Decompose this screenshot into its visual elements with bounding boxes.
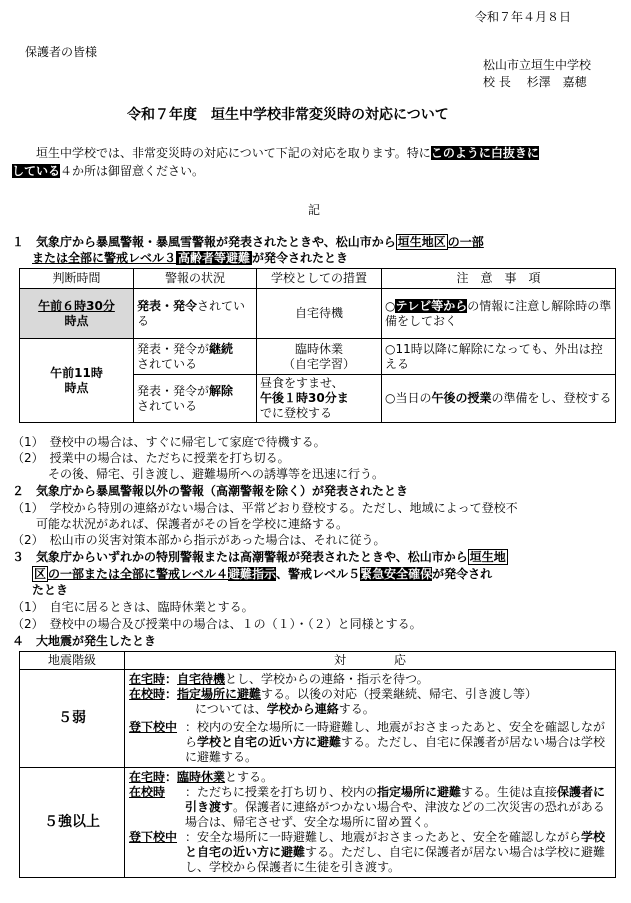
level-5-upper: ５強以上 (20, 768, 125, 878)
section3-heading-3: たとき (32, 583, 69, 597)
s1-h2-highlight: 高齢者等避難 (178, 251, 251, 265)
status-text-1: されている (137, 298, 246, 328)
s3-h1-text: ３ 気象庁からいずれかの特別警報または高潮警報が発表されたときや、松山市から (12, 550, 468, 564)
action-homestudy: （自宅学習） (282, 356, 355, 371)
s1-note-2: （2） 授業中の場合は、ただちに授業を打ち切る。 (12, 451, 290, 465)
s2-note-1: （1） 学校から特別の連絡がない場合は、平常どおり登校する。ただし、地域によって登校不 (12, 501, 518, 515)
commute-text-c: する。ただし、自宅に保護者が居ない場合は学校に避難し、学校から保護者に生徒を引き渡す。 (185, 845, 606, 874)
label-school: 在校時 (129, 687, 166, 701)
note-highlight: テレビ等から (395, 298, 468, 313)
time-6am: 午前６時30分 (38, 298, 115, 313)
level-5-lower: ５弱 (20, 670, 125, 768)
action-cell-3 (257, 375, 382, 423)
table-row (20, 768, 616, 878)
header-action: 学校としての措置 (257, 269, 382, 289)
label-commute: 登下校中 (129, 720, 178, 734)
status-text-2c: されている (137, 356, 198, 371)
school-text-f: する。 (338, 702, 375, 716)
intro-text: 垣生中学校では、非常変災時の対応について下記の対応を取ります。特に (36, 146, 431, 160)
table-row (20, 670, 616, 768)
action-cell-2 (257, 339, 382, 375)
section1-heading-1 (12, 235, 484, 250)
s3-highlight-evac: 避難指示 (228, 567, 277, 581)
label-home: 在宅時 (129, 770, 166, 784)
response-row (129, 720, 611, 765)
action-lunch: 昼食をすませ、 (260, 376, 344, 390)
status-lifted: 解除 (209, 383, 234, 398)
note-cell-2 (382, 339, 616, 375)
school-text-block (185, 785, 611, 830)
commute-action: 学校と自宅の近い方に避難 (185, 830, 606, 859)
label-home: 在宅時 (129, 672, 166, 686)
status-continue: 継続 (209, 341, 234, 356)
intro-highlight: このように白抜きに (430, 146, 539, 160)
principal-name: 校 長 杉澤 嘉穂 (483, 75, 587, 89)
time-label-1: 時点 (64, 313, 89, 328)
intro-text-2: ４か所は御留意ください。 (60, 164, 205, 178)
note-afternoon: 午後の授業 (431, 391, 492, 405)
intro-line-2 (12, 164, 204, 179)
s3-note-2: （2） 登校中の場合及び授業中の場合は、１の（１）・（２）と同様とする。 (12, 617, 422, 631)
action-closure: 臨時休業 (294, 341, 343, 356)
circle-mark: ○ (385, 298, 396, 313)
status-issued: 発表・発令 (137, 298, 198, 313)
action-cell-1: 自宅待機 (257, 289, 382, 339)
s1-h1-tail: の一部 (447, 235, 484, 249)
time-11am: 午前11時 (50, 365, 103, 380)
school-name: 松山市立垣生中学校 (483, 58, 592, 72)
home-text: とする。 (225, 770, 274, 784)
header-notes: 注 意 事 項 (382, 269, 616, 289)
page-title: 令和７年度 垣生中学校非常変災時の対応について (127, 107, 449, 123)
s3-highlight-emergency: 緊急安全確保 (360, 567, 433, 581)
response-row (129, 830, 611, 875)
warning-table (19, 268, 616, 423)
status-cell-1 (134, 289, 257, 339)
home-text: とし、学校からの連絡・指示を待つ。 (225, 672, 429, 686)
time-cell-1 (20, 289, 134, 339)
s1-note-3: その後、帰宅、引き渡し、避難場所への誘導等を迅速に行う。 (12, 467, 385, 481)
commute-text-a: ：校内の安全な場所に一時避難し、地震がおさまったあと、安全を確認しながら (185, 720, 606, 749)
action-time: 午後１時30分ま (260, 391, 349, 405)
s2-note-3: （2） 松山市の災害対策本部から指示があった場合は、それに従う。 (12, 533, 386, 547)
s1-h1-text: １ 気象庁から暴風警報・暴風雪警報が発表されたときや、松山市から (12, 235, 396, 249)
circle-mark: ○ (385, 341, 396, 356)
response-cell-1 (125, 670, 616, 768)
date: 令和７年４月８日 (475, 10, 572, 24)
label-school: 在校時 (129, 785, 166, 799)
s3-h2-box: 区 (34, 567, 47, 581)
response-cell-2 (125, 768, 616, 878)
note-text-3a: 当日の (395, 391, 432, 405)
s3-h2-text: の一部または全部に警戒レベル４ (48, 567, 229, 581)
time-label-2: 時点 (64, 380, 89, 395)
s3-h2-mid: 、警戒レベル５ (276, 567, 361, 581)
note-text-1: の情報に注意し解除時の準備をしておく (385, 298, 612, 328)
response-row (129, 702, 611, 717)
header-response: 対 応 (125, 652, 616, 670)
status-text-3a: 発表・発令が (137, 383, 210, 398)
table-row (20, 339, 616, 375)
section1-heading-2 (32, 251, 348, 266)
status-text-3c: されている (137, 398, 198, 413)
commute-text (185, 830, 611, 875)
response-row: 在校時 ： 指定場所に避難 する。以後の対応（授業継続、帰宅、引き渡し等） (129, 687, 538, 701)
action-attend: でに登校する (260, 406, 333, 420)
header-time: 判断時間 (20, 269, 134, 289)
s3-h1-box: 垣生地 (469, 550, 506, 564)
commute-text-c: する。ただし、自宅に保護者が居ない場合は学校に避難する。 (185, 735, 606, 764)
commute-text-a: ：安全な場所に一時避難し、地震がおさまったあと、安全を確認しながら (185, 830, 582, 844)
school-text-e: 。保護者に連絡がつかない場合や、津波などの二次災害の恐れがある場合は、帰宅させず、安全な場所に留め置く。 (185, 800, 605, 829)
status-cell-3 (134, 375, 257, 423)
section3-heading-2 (32, 567, 492, 582)
status-text-2a: 発表・発令が (137, 341, 210, 356)
school-text-d: については、 (195, 702, 267, 716)
school-handover: 保護者に引き渡す (185, 785, 606, 814)
section4-heading: ４ 大地震が発生したとき (12, 634, 157, 648)
earthquake-table (19, 651, 616, 878)
note-cell-1 (382, 289, 616, 339)
note-cell-3 (382, 375, 616, 423)
note-text-2: 11時以降に解除になっても、外出は控える (385, 341, 603, 371)
s1-h2-tail: が発令されたとき (252, 251, 349, 265)
header-level: 地震階級 (20, 652, 125, 670)
response-row (129, 785, 611, 830)
home-action: 自宅待機 (177, 672, 226, 686)
ki-marker: 記 (308, 203, 321, 217)
response-row: 在宅時 ： 臨時休業 とする。 (129, 770, 274, 784)
table-row (20, 289, 616, 339)
school-contact: 学校から連絡 (266, 702, 339, 716)
intro-highlight-2: している (12, 164, 61, 178)
school-text: する。以後の対応（授業継続、帰宅、引き渡し等） (261, 687, 538, 701)
school-action: 指定場所に避難 (377, 785, 462, 799)
s3-note-1: （1） 自宅に居るときは、臨時休業とする。 (12, 600, 254, 614)
s3-h2-tail: が発令され (432, 567, 493, 581)
response-row: 在宅時 ： 自宅待機 とし、学校からの連絡・指示を待つ。 (129, 672, 429, 686)
s1-h1-box: 垣生地区 (397, 235, 446, 249)
label-commute: 登下校中 (129, 830, 178, 844)
s2-note-2: 可能な状況があれば、保護者がその旨を学校に連絡する。 (12, 517, 349, 531)
home-action: 臨時休業 (177, 770, 226, 784)
circle-mark: ○ (385, 391, 396, 405)
s1-h2-text: または全部に警戒レベル３ (32, 251, 177, 265)
commute-action: 学校と自宅の近い方に避難 (197, 735, 342, 749)
header-status: 警報の状況 (134, 269, 257, 289)
section3-heading-1 (12, 550, 508, 565)
time-cell-2 (20, 339, 134, 423)
school-text-a: ：ただちに授業を打ち切り、校内の (185, 785, 378, 799)
note-text-3c: の準備をし、登校する (491, 391, 612, 405)
recipient: 保護者の皆様 (25, 45, 98, 59)
school-text-c: する。生徒は直接 (461, 785, 558, 799)
s1-note-1: （1） 登校中の場合は、すぐに帰宅して家庭で待機する。 (12, 435, 326, 449)
intro-line-1 (36, 146, 539, 161)
section2-heading: ２ 気象庁から暴風警報以外の警報（高潮警報を除く）が発表されたとき (12, 484, 409, 498)
school-action: 指定場所に避難 (177, 687, 262, 701)
status-cell-2 (134, 339, 257, 375)
commute-text (185, 720, 611, 765)
